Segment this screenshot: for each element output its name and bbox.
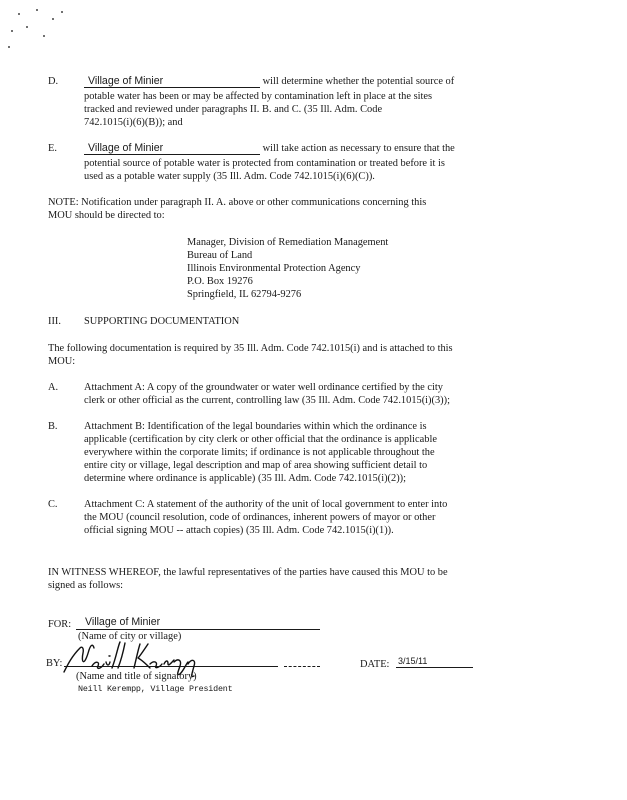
attachment-a-label: A. <box>48 382 59 393</box>
item-d-label: D. <box>48 76 59 87</box>
witness-line1: IN WITNESS WHEREOF, the lawful representatives of the parties have caused this MOU to be <box>48 567 448 578</box>
attachment-c-line: official signing MOU -- attach copies) (35 Ill. Adm. Code 742.1015(i)(1)). <box>84 525 394 536</box>
date-label: DATE: <box>360 659 390 670</box>
address-line: Bureau of Land <box>187 250 253 261</box>
by-caption: (Name and title of signatory) <box>76 671 197 682</box>
item-d-line3: tracked and reviewed under paragraphs II. B. and C. (35 Ill. Adm. Code <box>84 104 383 115</box>
typed-signatory-name: Neill Kerempp, Village President <box>78 684 233 694</box>
address-line: P.O. Box 19276 <box>187 276 253 287</box>
attachment-b-line: applicable (certification by city clerk or other official that the ordinance is applicable <box>84 434 437 445</box>
section-intro-line2: MOU: <box>48 356 76 367</box>
item-e-label: E. <box>48 143 57 154</box>
attachment-b-label: B. <box>48 421 58 432</box>
item-e-line2: potential source of potable water is protected from contamination or treated before it is <box>84 158 445 169</box>
for-value-field <box>76 617 320 630</box>
section-intro-line1: The following documentation is required by 35 Ill. Adm. Code 742.1015(i) and is attached to this <box>48 343 453 354</box>
note-line1: NOTE: Notification under paragraph II. A. above or other communications concerning this <box>48 197 427 208</box>
for-label: FOR: <box>48 619 72 630</box>
address-line: Springfield, IL 62794-9276 <box>187 289 302 300</box>
address-line: Illinois Environmental Protection Agency <box>187 263 361 274</box>
for-value: Village of Minier <box>85 616 161 628</box>
attachment-c-label: C. <box>48 499 58 510</box>
item-d-entity-field: Village of Minier <box>84 76 260 88</box>
attachment-b-line: entire city or village, legal description and map of area showing sufficient detail to <box>84 460 428 471</box>
witness-line2: signed as follows: <box>48 580 124 591</box>
section-title: SUPPORTING DOCUMENTATION <box>84 316 240 327</box>
note-line2: MOU should be directed to: <box>48 210 165 221</box>
by-label: BY: <box>46 658 63 669</box>
item-e-line1: will take action as necessary to ensure that the <box>262 143 455 154</box>
item-e-entity-field: Village of Minier <box>84 143 260 155</box>
date-field <box>396 656 473 668</box>
attachment-c-line: the MOU (council resolution, code of ordinances, inherent powers of mayor or other <box>84 512 436 523</box>
address-line: Manager, Division of Remediation Management <box>187 237 389 248</box>
attachment-b-line: Attachment B: Identification of the legal boundaries within which the ordinance is <box>84 421 427 432</box>
attachment-b-line: everywhere within the corporate limits; if ordinance is not applicable throughout the <box>84 447 435 458</box>
item-d-line4: 742.1015(i)(6)(B)); and <box>84 117 183 128</box>
date-value: 3/15/11 <box>398 656 428 666</box>
attachment-b-line: determine where ordinance is applicable) (35 Ill. Adm. Code 742.1015(i)(2)); <box>84 473 407 484</box>
item-e-line3: used as a potable water supply (35 Ill. Adm. Code 742.1015(i)(6)(C)). <box>84 171 375 182</box>
attachment-c-line: Attachment C: A statement of the authority of the unit of local government to enter into <box>84 499 448 510</box>
attachment-a-line: Attachment A: A copy of the groundwater or water well ordinance certified by the city <box>84 382 443 393</box>
item-d-line2: potable water has been or may be affected by contamination left in place at the sites <box>84 91 433 102</box>
section-number: III. <box>48 316 61 327</box>
attachment-a-line: clerk or other official as the current, controlling law (35 Ill. Adm. Code 742.1015(i)(3)); <box>84 395 450 406</box>
for-caption: (Name of city or village) <box>78 631 182 642</box>
signature-line-tail <box>284 658 320 667</box>
item-d-line1: will determine whether the potential source of <box>262 76 455 87</box>
